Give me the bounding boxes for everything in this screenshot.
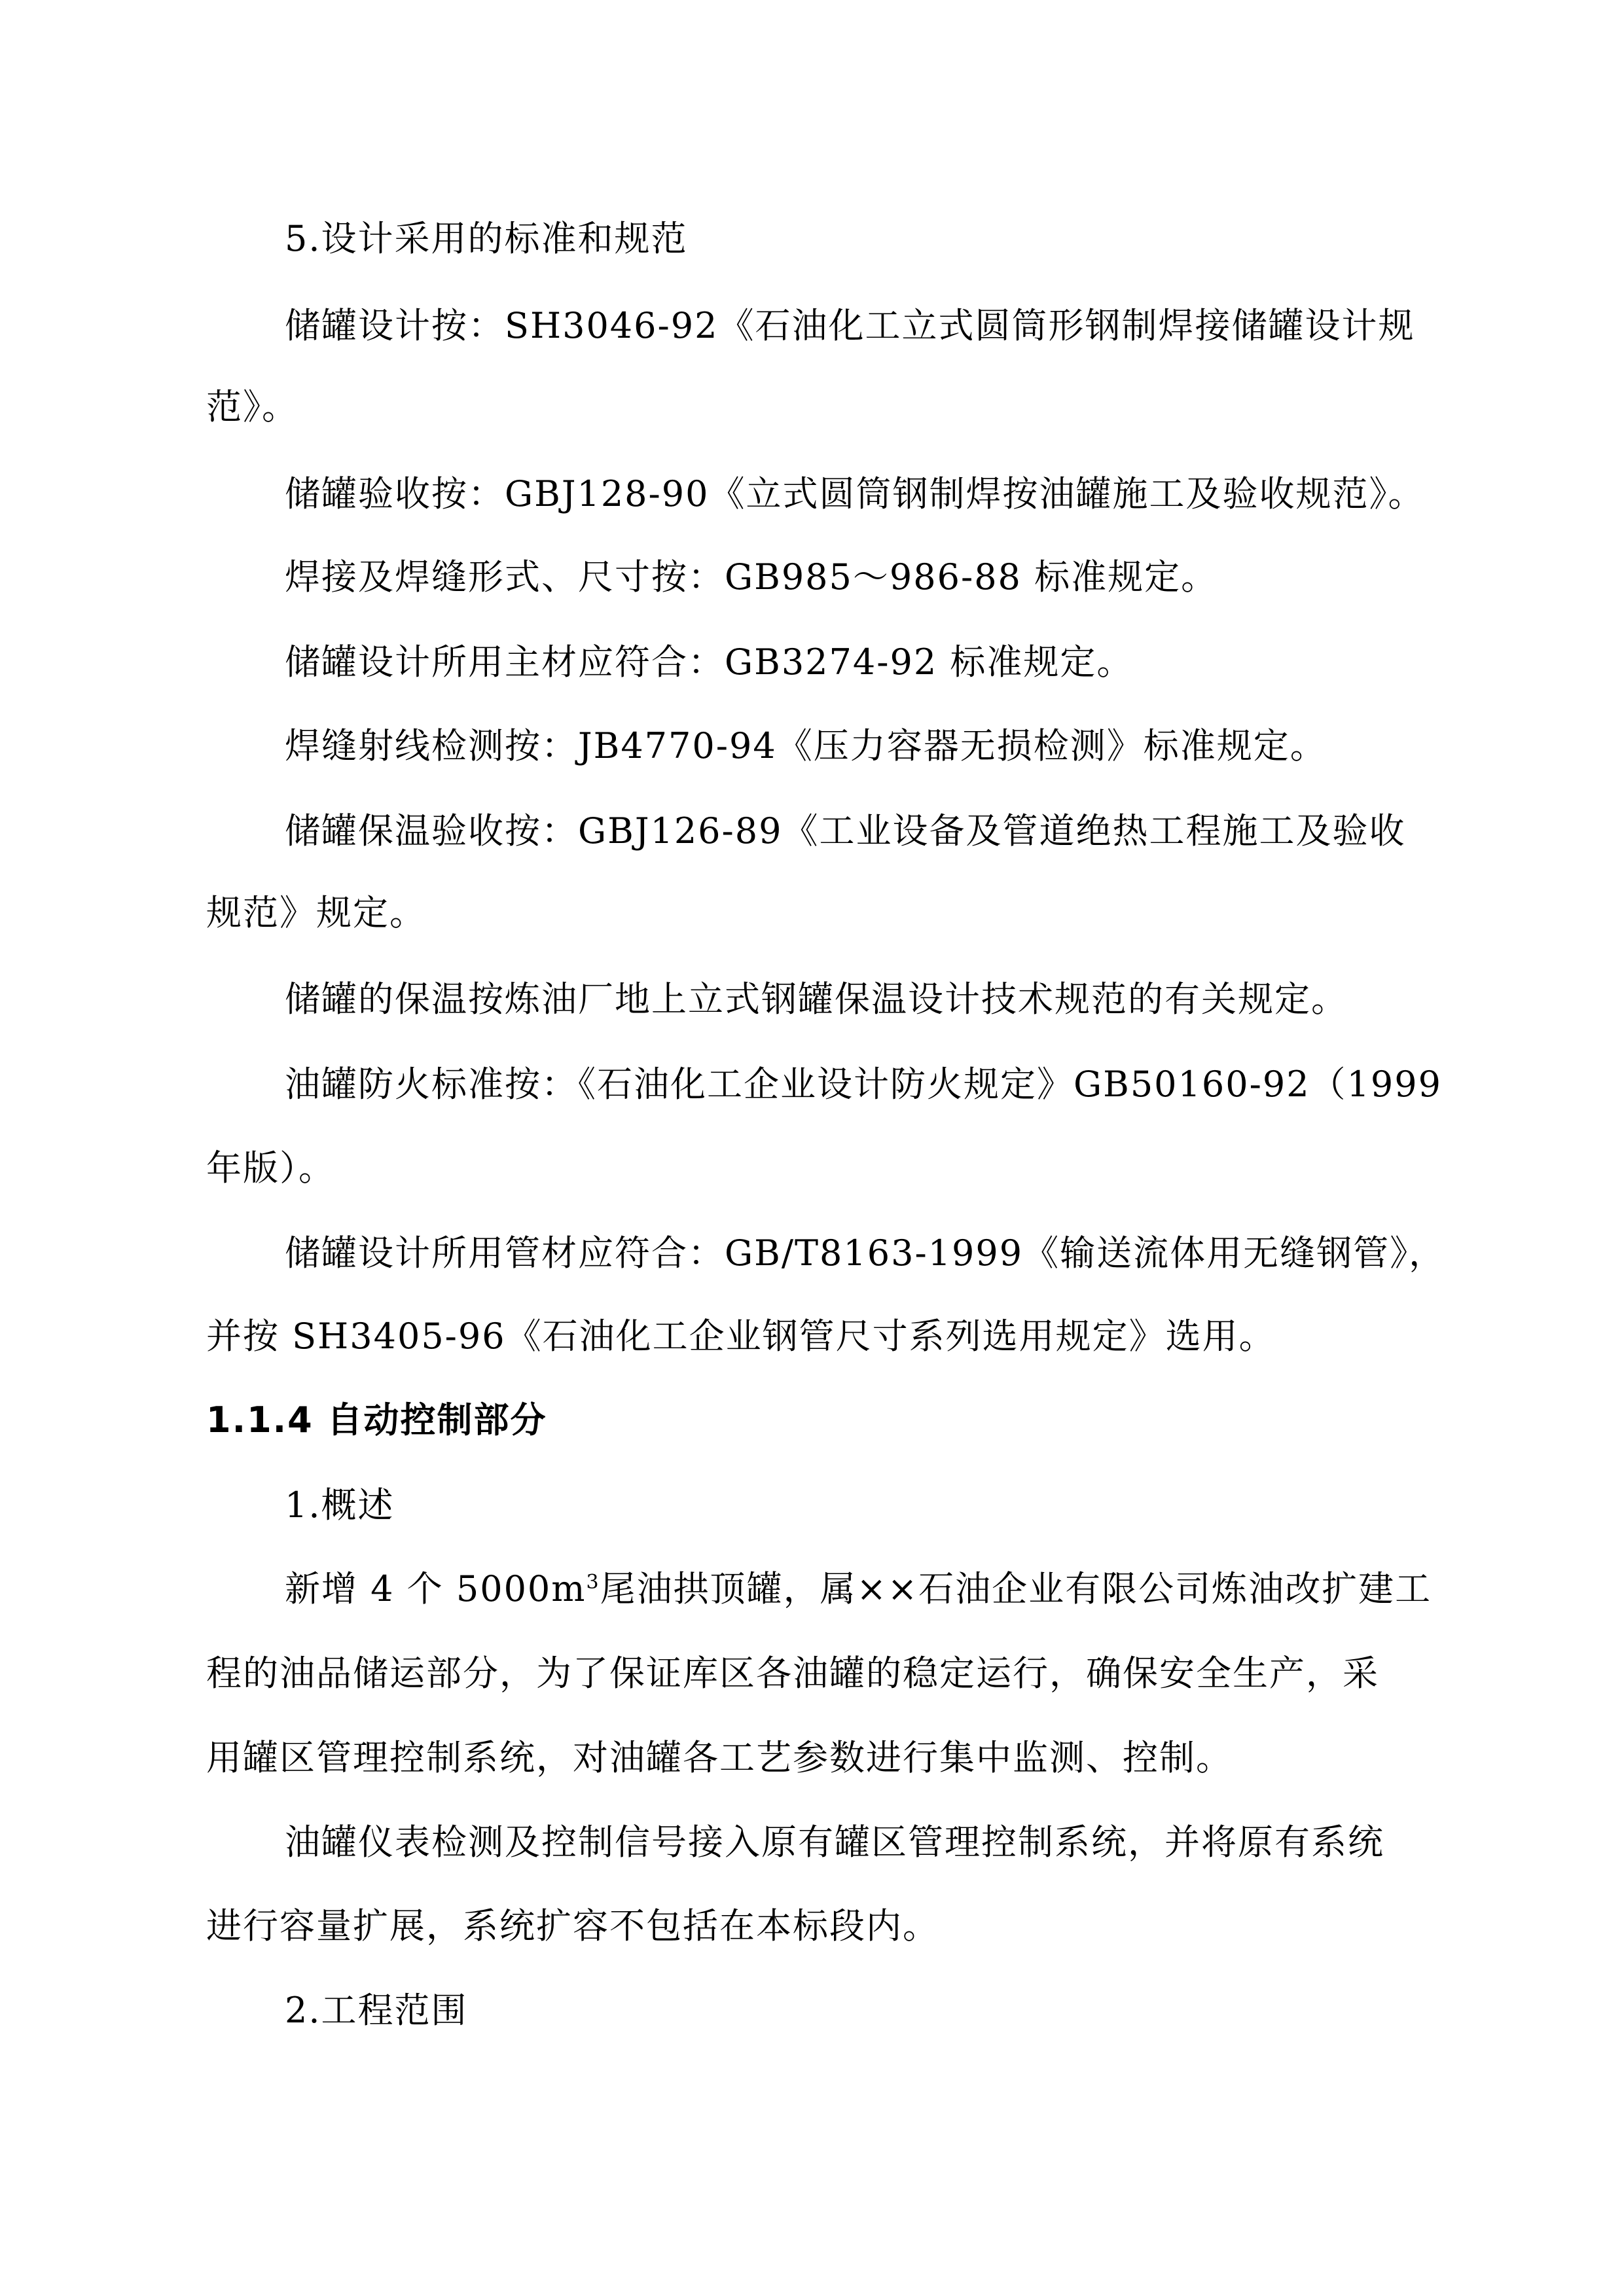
paragraph-overview-line-2: 程的油品储运部分，为了保证库区各油罐的稳定运行，确保安全生产，采 [206, 1653, 1379, 1694]
paragraph-instrument-signal-line-1: 油罐仪表检测及控制信号接入原有罐区管理控制系统，并将原有系统 [285, 1821, 1384, 1863]
paragraph-tank-design-line-2: 范》。 [206, 386, 298, 427]
paragraph-instrument-signal-line-2: 进行容量扩展，系统扩容不包括在本标段内。 [206, 1905, 939, 1946]
cubic-superscript: 3 [586, 1571, 600, 1594]
paragraph-tank-acceptance: 储罐验收按：GBJ128-90《立式圆筒钢制焊按油罐施工及验收规范》。 [285, 473, 1425, 514]
heading-1-1-4-auto-control: 1.1.4 自动控制部分 [206, 1399, 547, 1441]
paragraph-pipe-material-line-2: 并按 SH3405-96《石油化工企业钢管尺寸系列选用规定》选用。 [206, 1316, 1276, 1357]
overview-text-part-1: 新增 4 个 5000m [285, 1568, 586, 1609]
paragraph-tank-design-line-1: 储罐设计按：SH3046-92《石油化工立式圆筒形钢制焊接储罐设计规 [285, 305, 1415, 346]
section-1-overview-title: 1.概述 [285, 1484, 395, 1526]
paragraph-overview-line-1 [285, 1570, 1432, 1609]
paragraph-insulation-acceptance-line-1: 储罐保温验收按：GBJ126-89《工业设备及管道绝热工程施工及验收 [285, 810, 1406, 852]
paragraph-fire-protection-line-1: 油罐防火标准按：《石油化工企业设计防火规定》GB50160-92（1999 [285, 1064, 1442, 1105]
paragraph-welding-form: 焊接及焊缝形式、尺寸按：GB985～986-88 标准规定。 [285, 556, 1218, 598]
paragraph-fire-protection-line-2: 年版）。 [206, 1147, 335, 1189]
paragraph-insulation-acceptance-line-2: 规范》规定。 [206, 892, 426, 933]
overview-text-part-2: 尾油拱顶罐，属××石油企业有限公司炼油改扩建工 [600, 1568, 1432, 1609]
paragraph-overview-line-3: 用罐区管理控制系统，对油罐各工艺参数进行集中监测、控制。 [206, 1737, 1233, 1778]
paragraph-pipe-material-line-1: 储罐设计所用管材应符合：GB/T8163-1999《输送流体用无缝钢管》， [285, 1232, 1446, 1274]
section-2-scope-title: 2.工程范围 [285, 1990, 468, 2031]
section-5-title: 5.设计采用的标准和规范 [285, 218, 688, 259]
paragraph-main-material: 储罐设计所用主材应符合：GB3274-92 标准规定。 [285, 641, 1134, 683]
paragraph-insulation-design: 储罐的保温按炼油厂地上立式钢罐保温设计技术规范的有关规定。 [285, 978, 1348, 1020]
paragraph-weld-radiography: 焊缝射线检测按：JB4770-94《压力容器无损检测》标准规定。 [285, 725, 1327, 766]
